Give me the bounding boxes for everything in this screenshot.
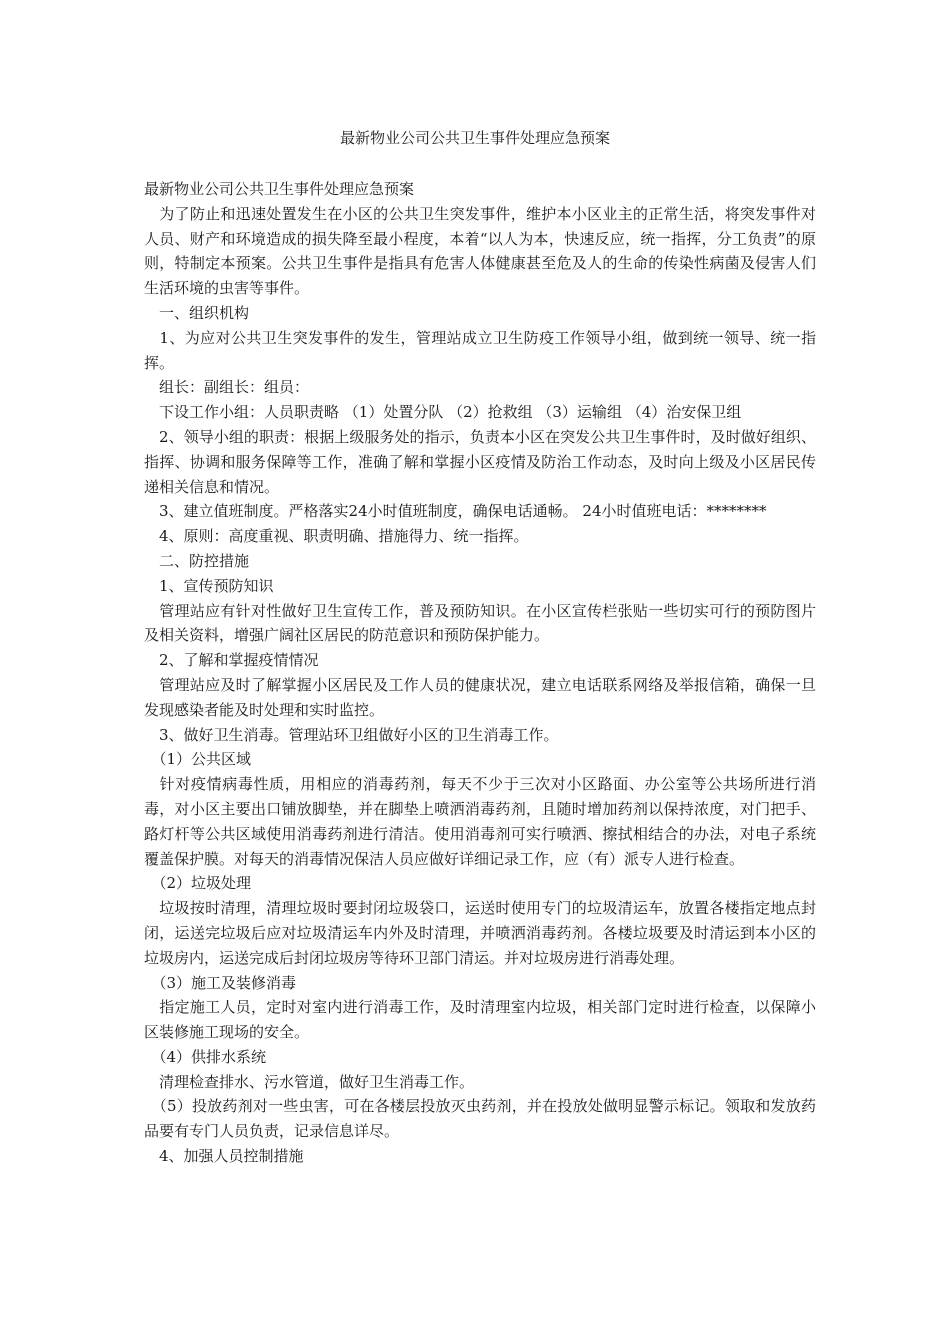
- body-heading: 最新物业公司公共卫生事件处理应急预案: [144, 180, 415, 198]
- subheading-construction: （3）施工及装修消毒: [144, 973, 297, 992]
- document-title: 最新物业公司公共卫生事件处理应急预案: [339, 129, 610, 147]
- subheading-disinfection: 3、做好卫生消毒。管理站环卫组做好小区的卫生消毒工作。: [144, 725, 559, 744]
- subheading-water-system: （4）供排水系统: [144, 1047, 267, 1066]
- subheading-publicity: 1、宣传预防知识: [144, 576, 274, 595]
- subheading-personnel-control: 4、加强人员控制措施: [144, 1147, 304, 1166]
- paragraph-group-duties: 2、领导小组的职责：根据上级服务处的指示，负责本小区在突发公共卫生事件时，及时做好组织、指挥、协调和服务保障等工作，准确了解和掌握小区疫情及防治工作动态，及时向上级及小区居民传递相关信息和情况。: [144, 427, 816, 496]
- section-heading-organization: 一、组织机构: [144, 303, 250, 322]
- paragraph-duty-system: 3、建立值班制度。严格落实24小时值班制度，确保电话通畅。 24小时值班电话：********: [144, 502, 767, 521]
- paragraph-working-groups: 下设工作小组：人员职责略 （1）处置分队 （2）抢救组 （3）运输组 （4）治安保卫组: [144, 403, 742, 422]
- paragraph-leading-group: 1、为应对公共卫生突发事件的发生，管理站成立卫生防疫工作领导小组，做到统一领导、统一指挥。: [144, 328, 816, 372]
- paragraph-publicity: 管理站应有针对性做好卫生宣传工作，普及预防知识。在小区宣传栏张贴一些切实可行的预防图片及相关资料，增强广阔社区居民的防范意识和预防保护能力。: [144, 601, 816, 645]
- subheading-public-area: （1）公共区域: [144, 750, 252, 769]
- paragraph-construction: 指定施工人员，定时对室内进行消毒工作，及时清理室内垃圾，相关部门定时进行检查，以保障小区装修施工现场的安全。: [144, 998, 816, 1042]
- intro-paragraph: 为了防止和迅速处置发生在小区的公共卫生突发事件，维护本小区业主的正常生活，将突发事件对人员、财产和环境造成的损失降至最小程度，本着“以人为本，快速反应，统一指挥，分工负责”的原则，特制定本预案。公共卫生事件是指具有危害人体健康甚至危及人的生命的传染性病菌及侵害人们生活环境的虫害等事件。: [144, 204, 816, 298]
- section-heading-prevention: 二、防控措施: [144, 551, 250, 570]
- paragraph-garbage: 垃圾按时清理，清理垃圾时要封闭垃圾袋口，运送时使用专门的垃圾清运车，放置各楼指定地点封闭，运送完垃圾后应对垃圾清运车内外及时清理，并喷洒消毒药剂。各楼垃圾要及时清运到本小区的垃圾房内，运送完成后封闭垃圾房等待环卫部门清运。并对垃圾房进行消毒处理。: [144, 899, 816, 967]
- document-body: [144, 177, 816, 1169]
- subheading-garbage: （2）垃圾处理: [144, 874, 252, 893]
- paragraph-epidemic-info: 管理站应及时了解掌握小区居民及工作人员的健康状况，建立电话联系网络及举报信箱，确保一旦发现感染者能及时处理和实时监控。: [144, 675, 816, 719]
- paragraph-water-system: 清理检查排水、污水管道，做好卫生消毒工作。: [144, 1072, 475, 1091]
- paragraph-pesticide: （5）投放药剂对一些虫害，可在各楼层投放灭虫药剂，并在投放处做明显警示标记。领取和发放药品要有专门人员负责，记录信息详尽。: [144, 1097, 816, 1141]
- paragraph-group-members: 组长：副组长：组员：: [144, 378, 310, 397]
- paragraph-principles: 4、原则：高度重视、职责明确、措施得力、统一指挥。: [144, 527, 529, 546]
- paragraph-public-area: 针对疫情病毒性质，用相应的消毒药剂，每天不少于三次对小区路面、办公室等公共场所进行消毒，对小区主要出口铺放脚垫，并在脚垫上喷洒消毒药剂，且随时增加药剂以保持浓度，对门把手、路灯杆等公共区域使用消毒药剂进行清洁。使用消毒剂可实行喷洒、擦拭相结合的办法，对电子系统覆盖保护膜。对每天的消毒情况保洁人员应做好详细记录工作，应（有）派专人进行检查。: [144, 775, 816, 868]
- subheading-epidemic-info: 2、了解和掌握疫情情况: [144, 651, 319, 670]
